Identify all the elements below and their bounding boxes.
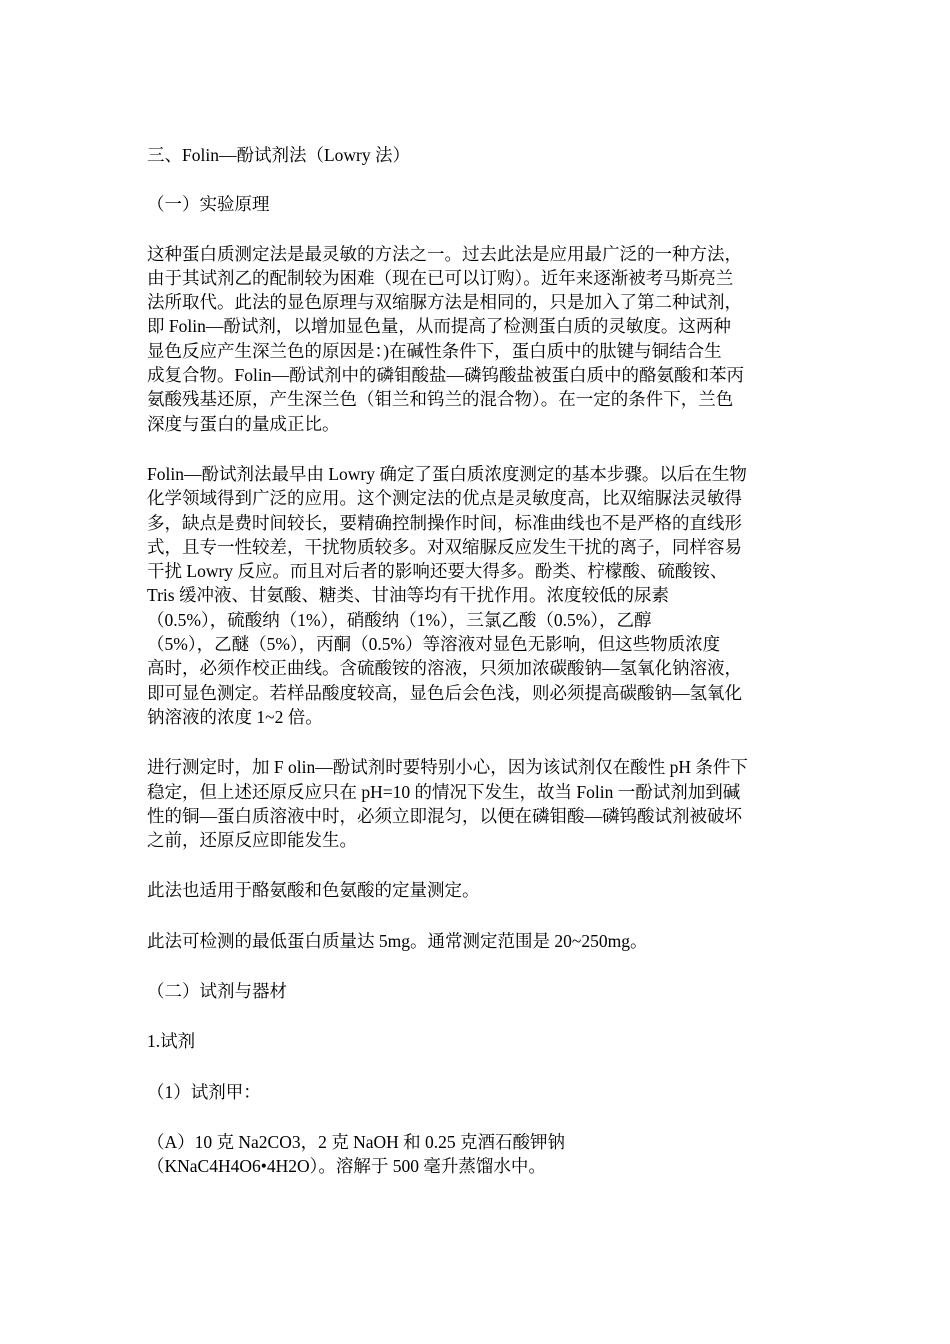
paragraph-detection-range: 此法可检测的最低蛋白质量达 5mg。通常测定范围是 20~250mg。 (147, 930, 648, 951)
paragraph-line: （A）10 克 Na2CO3，2 克 NaOH 和 0.25 克酒石酸钾钠 (147, 1131, 566, 1152)
paragraph-line: 这种蛋白质测定法是最灵敏的方法之一。过去此法是应用最广泛的一种方法， (147, 243, 742, 264)
list-item-reagent-a: （1）试剂甲： (147, 1081, 261, 1102)
paragraph-line: 性的铜—蛋白质溶液中时，必须立即混匀，以便在磷钼酸—磷钨酸试剂被破坏 (147, 805, 742, 826)
paragraph-line: （5%），乙醚（5%），丙酮（0.5%）等溶液对显色无影响，但这些物质浓度 (147, 634, 721, 655)
paragraph-line: 即 Folin—酚试剂，以增加显色量，从而提高了检测蛋白质的灵敏度。这两种 (147, 316, 731, 337)
paragraph-line: 式，且专一性较差，干扰物质较多。对双缩脲反应发生干扰的离子，同样容易 (147, 536, 742, 557)
paragraph-line: 稳定，但上述还原反应只在 pH=10 的情况下发生，故当 Folin 一酚试剂加到碱 (147, 781, 741, 802)
paragraph-line: 显色反应产生深兰色的原因是：)在碱性条件下，蛋白质中的肽键与铜结合生 (147, 340, 722, 361)
paragraph-lowry-history (147, 462, 803, 729)
paragraph-amino-acid: 此法也适用于酪氨酸和色氨酸的定量测定。 (147, 880, 480, 901)
paragraph-line: 之前，还原反应即能发生。 (147, 830, 357, 851)
paragraph-principle (147, 242, 803, 436)
paragraph-line: 钠溶液的浓度 1~2 倍。 (147, 706, 323, 727)
document-body (147, 143, 803, 1179)
paragraph-line: 氨酸残基还原，产生深兰色（钼兰和钨兰的混合物）。在一定的条件下，兰色 (147, 389, 734, 410)
paragraph-line: 深度与蛋白的量成正比。 (147, 413, 340, 434)
paragraph-line: 成复合物。Folin—酚试剂中的磷钼酸盐—磷钨酸盐被蛋白质中的酪氨酸和苯丙 (147, 365, 744, 386)
list-item-reagents: 1.试剂 (147, 1031, 196, 1052)
paragraph-line: 法所取代。此法的显色原理与双缩脲方法是相同的，只是加入了第二种试剂， (147, 292, 742, 313)
subsection-heading-principle: （一）实验原理 (147, 194, 270, 215)
paragraph-line: （0.5%），硫酸纳（1%），硝酸纳（1%），三氯乙酸（0.5%），乙醇 (147, 609, 652, 630)
paragraph-line: Tris 缓冲液、甘氨酸、糖类、甘油等均有干扰作用。浓度较低的尿素 (147, 585, 669, 606)
paragraph-line: 进行测定时，加 F olin—酚试剂时要特别小心，因为该试剂仅在酸性 pH 条件下 (147, 757, 748, 778)
paragraph-line: 由于其试剂乙的配制较为困难（现在已可以订购）。近年来逐渐被考马斯亮兰 (147, 267, 734, 288)
paragraph-line: 干扰 Lowry 反应。而且对后者的影响还要大得多。酚类、柠檬酸、硫酸铵、 (147, 561, 728, 582)
subsection-heading-reagents: （二）试剂与器材 (147, 981, 287, 1002)
paragraph-procedure-caution (147, 755, 803, 852)
paragraph-line: （KNaC4H4O6•4H2O）。溶解于 500 毫升蒸馏水中。 (147, 1156, 546, 1177)
section-title: 三、Folin—酚试剂法（Lowry 法） (147, 145, 410, 165)
paragraph-reagent-a-recipe (147, 1130, 803, 1179)
paragraph-line: 多，缺点是费时间较长，要精确控制操作时间，标准曲线也不是严格的直线形 (147, 512, 742, 533)
paragraph-line: Folin—酚试剂法最早由 Lowry 确定了蛋白质浓度测定的基本步骤。以后在生物 (147, 463, 747, 484)
paragraph-line: 化学领域得到广泛的应用。这个测定法的优点是灵敏度高，比双缩脲法灵敏得 (147, 488, 742, 509)
paragraph-line: 即可显色测定。若样品酸度较高，显色后会色浅，则必须提高碳酸钠—氢氧化 (147, 682, 742, 703)
paragraph-line: 高时，必须作校正曲线。含硫酸铵的溶液，只须加浓碳酸钠—氢氧化钠溶液， (147, 658, 742, 679)
